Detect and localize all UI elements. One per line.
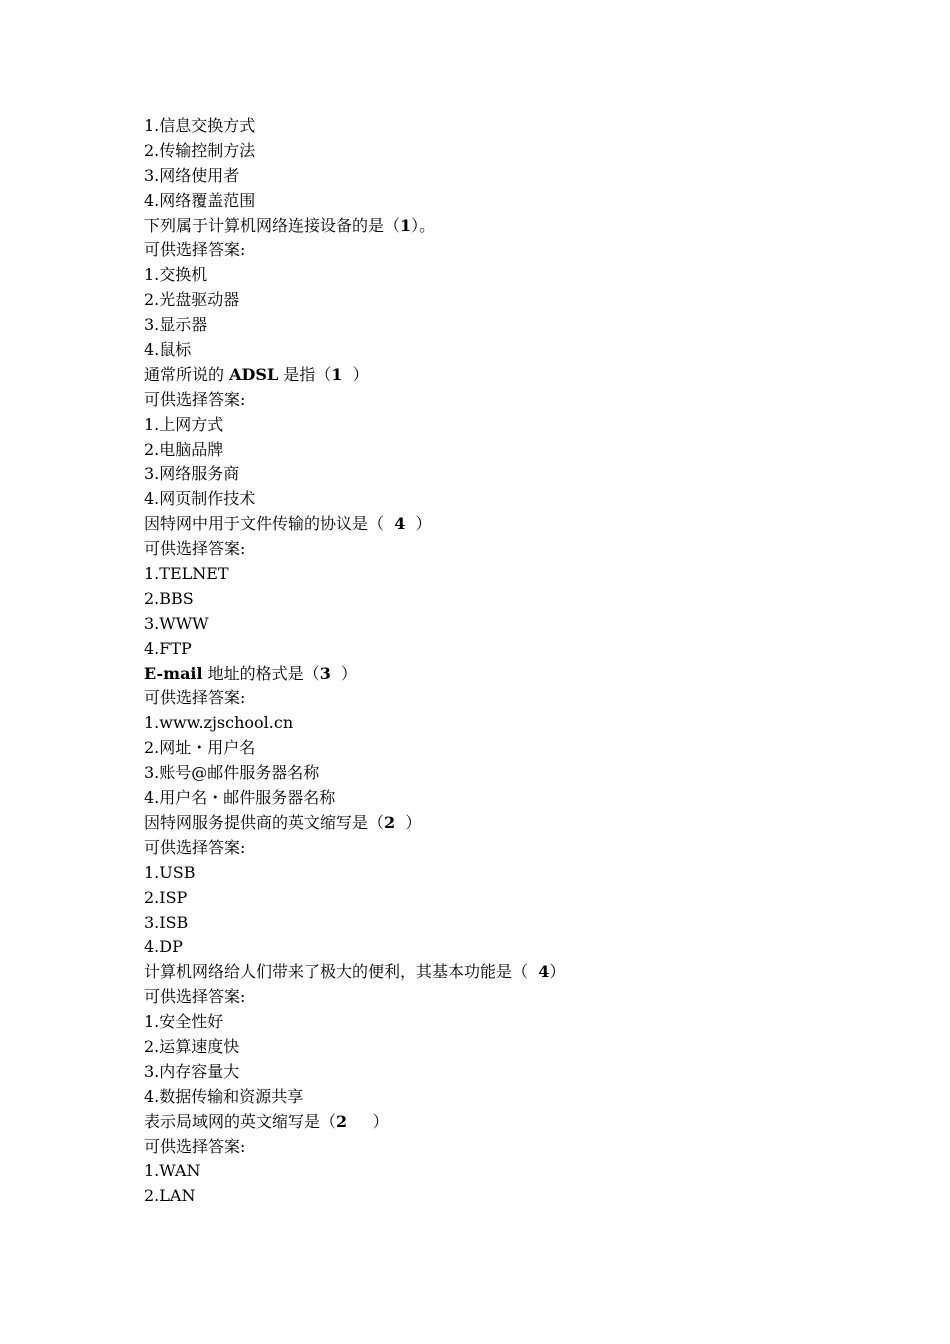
choices-label: 可供选择答案: (144, 389, 246, 409)
question-line: 表示局域网的英文缩写是（2 ） (144, 1111, 389, 1131)
option-line: 2.网址・用户名 (144, 738, 256, 758)
option-line: 1.交换机 (144, 265, 208, 285)
answer-mark: 1 (400, 215, 412, 235)
choices-label: 可供选择答案: (144, 837, 246, 857)
choices-label: 可供选择答案: (144, 539, 246, 559)
option-line: 2.BBS (144, 588, 194, 608)
option-line: 2.电脑品牌 (144, 439, 224, 459)
answer-mark: 2 (384, 812, 396, 832)
option-line: 3.内存容量大 (144, 1061, 240, 1081)
choices-label: 可供选择答案: (144, 987, 246, 1007)
option-line: 1.安全性好 (144, 1012, 224, 1032)
choices-label: 可供选择答案: (144, 1136, 246, 1156)
question-line: 下列属于计算机网络连接设备的是（1）。 (144, 215, 436, 235)
option-line: 1.TELNET (144, 564, 229, 584)
answer-mark: 2 (336, 1111, 348, 1131)
option-line: 1.USB (144, 862, 196, 882)
option-line: 4.网络覆盖范围 (144, 190, 256, 210)
question-line: E-mail 地址的格式是（3 ） (144, 663, 358, 683)
option-line: 1.上网方式 (144, 414, 224, 434)
option-line: 2.传输控制方法 (144, 140, 256, 160)
question-line: 计算机网络给人们带来了极大的便利，其基本功能是（ 4） (144, 962, 566, 982)
option-line: 1.www.zjschool.cn (144, 713, 294, 733)
option-line: 2.ISP (144, 887, 188, 907)
answer-mark: 1 (331, 364, 343, 384)
option-line: 3.账号@邮件服务器名称 (144, 763, 320, 783)
answer-mark: 3 (319, 663, 331, 683)
option-line: 4.网页制作技术 (144, 489, 256, 509)
option-line: 4.用户名・邮件服务器名称 (144, 788, 336, 808)
answer-mark: 4 (394, 514, 406, 534)
option-line: 4.鼠标 (144, 340, 192, 360)
option-line: 4.DP (144, 937, 183, 957)
choices-label: 可供选择答案: (144, 240, 246, 260)
option-line: 2.运算速度快 (144, 1036, 240, 1056)
answer-mark: 4 (538, 962, 550, 982)
question-line: 因特网中用于文件传输的协议是（ 4 ） (144, 514, 432, 534)
option-line: 1.WAN (144, 1161, 201, 1181)
option-line: 4.FTP (144, 638, 192, 658)
option-line: 3.网络使用者 (144, 165, 240, 185)
choices-label: 可供选择答案: (144, 688, 246, 708)
option-line: 4.数据传输和资源共享 (144, 1086, 304, 1106)
option-line: 2.光盘驱动器 (144, 290, 240, 310)
option-line: 2.LAN (144, 1186, 196, 1206)
option-line: 3.网络服务商 (144, 464, 240, 484)
question-line: 因特网服务提供商的英文缩写是（2 ） (144, 812, 422, 832)
option-line: 3.ISB (144, 912, 189, 932)
option-line: 3.显示器 (144, 315, 208, 335)
option-line: 1.信息交换方式 (144, 116, 256, 135)
document-body (144, 114, 844, 1209)
option-line: 3.WWW (144, 613, 209, 633)
question-line: 通常所说的 ADSL 是指（1 ） (144, 364, 369, 384)
